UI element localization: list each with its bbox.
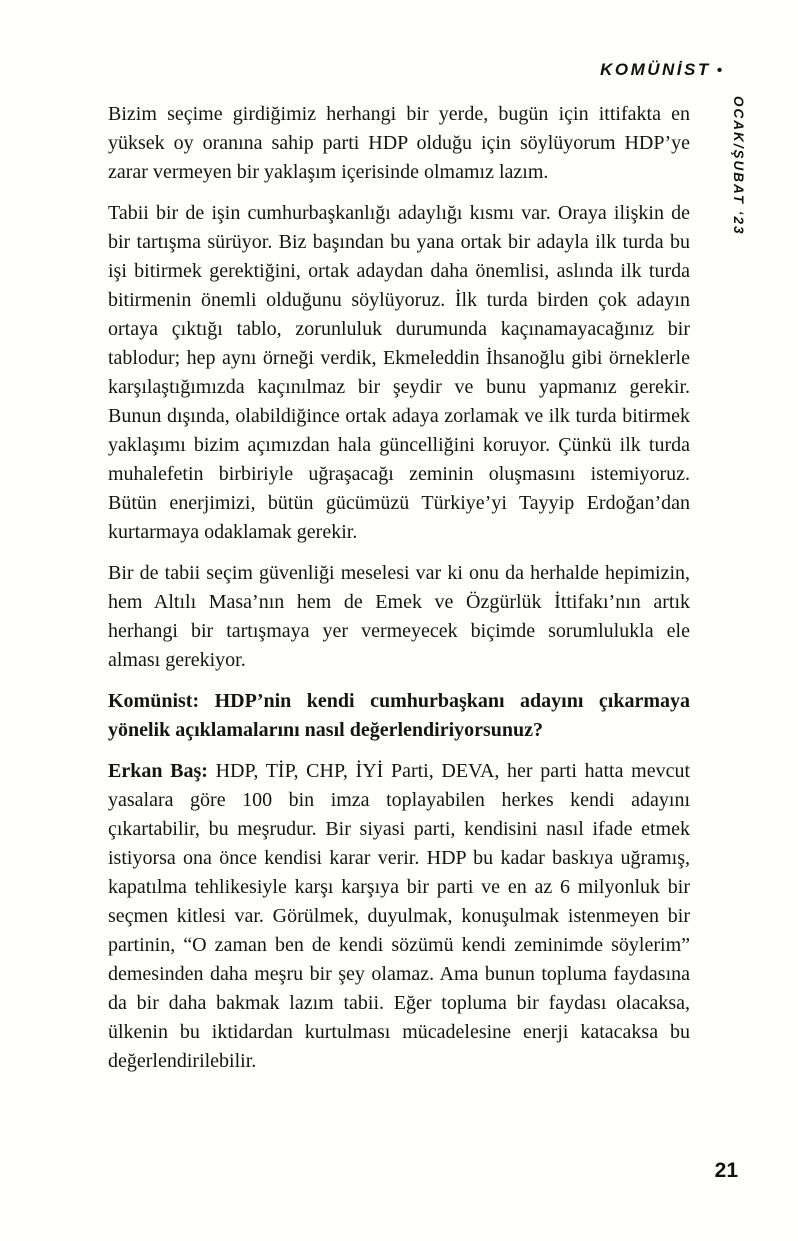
paragraph: Tabii bir de işin cumhurbaşkanlığı adaylığı kısmı var. Oraya ilişkin de bir tartışma sürüyor. Biz başından bu yana ortak bir adayla ilk turda bu işi bitirmek gerektiğini, ortak adaydan daha önemlisi, aslında ilk turda bitirmenin önemli olduğunu söylüyoruz. İlk turda birden çok adayın ortaya çıktığı tablo, zorunluluk durumunda kaçınamayacağınız bir tablodur; hep aynı örneği verdik, Ekmeleddin İhsanoğlu gibi örneklerle karşılaştığımızda kaçınılmaz bir şeydir ve bunu yapmanız gerekir. Bunun dışında, olabildiğince ortak adaya zorlamak ve ilk turda bitirmek yaklaşımı bizim açımızdan hala güncelliğini koruyor. Çünkü ilk turda muhalefetin birbiriyle uğraşacağı zeminin oluşmasını istemiyoruz. Bütün enerjimizi, bütün gücümüzü Türkiye’yi Tayyip Erdoğan’dan kurtarmaya odaklamak gerekir. [108, 202, 690, 543]
question-lead: Komünist: [108, 690, 200, 712]
paragraph: Bir de tabii seçim güvenliği meselesi var ki onu da herhalde hepimizin, hem Altılı Masa’nın hem de Emek ve Özgürlük İttifakı’nın artık herhangi bir tartışmaya yer vermeyecek biçimde sorumlulukla ele alması gerekiyor. [108, 562, 690, 671]
issue-date: OCAK/ŞUBAT ‘23 [731, 96, 746, 236]
page-number: 21 [714, 1159, 738, 1182]
question-text: HDP’nin kendi cumhurbaşkanı adayını çıkarmaya yönelik açıklamalarını nasıl değerlendiriyorsunuz? [108, 690, 691, 741]
magazine-title: KOMÜNİST [600, 60, 711, 79]
interview-answer [108, 757, 690, 1076]
answer-lead: Erkan Baş: [108, 760, 208, 782]
paragraph: Bizim seçime girdiğimiz herhangi bir yerde, bugün için ittifakta en yüksek oy oranına sahip parti HDP olduğu için söylüyorum HDP’ye zarar vermeyen bir yaklaşım içerisinde olmamız lazım. [108, 103, 690, 183]
interview-question [108, 687, 690, 745]
page-header [600, 60, 722, 80]
header-bullet-icon: • [716, 62, 722, 79]
article-body [108, 100, 690, 1088]
answer-text: HDP, TİP, CHP, İYİ Parti, DEVA, her parti hatta mevcut yasalara göre 100 bin imza toplayabilen herkes kendi adayını çıkartabilir, bu meşrudur. Bir siyasi parti, kendisini nasıl ifade etmek istiyorsa ona önce kendisi karar verir. HDP bu kadar baskıya uğramış, kapatılma tehlikesiyle karşı karşıya bir parti ve en az 6 milyonluk bir seçmen kitlesi var. Görülmek, duyulmak, konuşulmak istenmeyen bir partinin, “O zaman ben de kendi sözümü kendi zeminimde söylerim” demesinden daha meşru bir şey olamaz. Ama bunun topluma faydasına da bir daha bakmak lazım tabii. Eğer topluma bir faydası olacaksa, ülkenin bu iktidardan kurtulması mücadelesine enerji katacaksa bu değerlendirilebilir. [108, 760, 691, 1072]
